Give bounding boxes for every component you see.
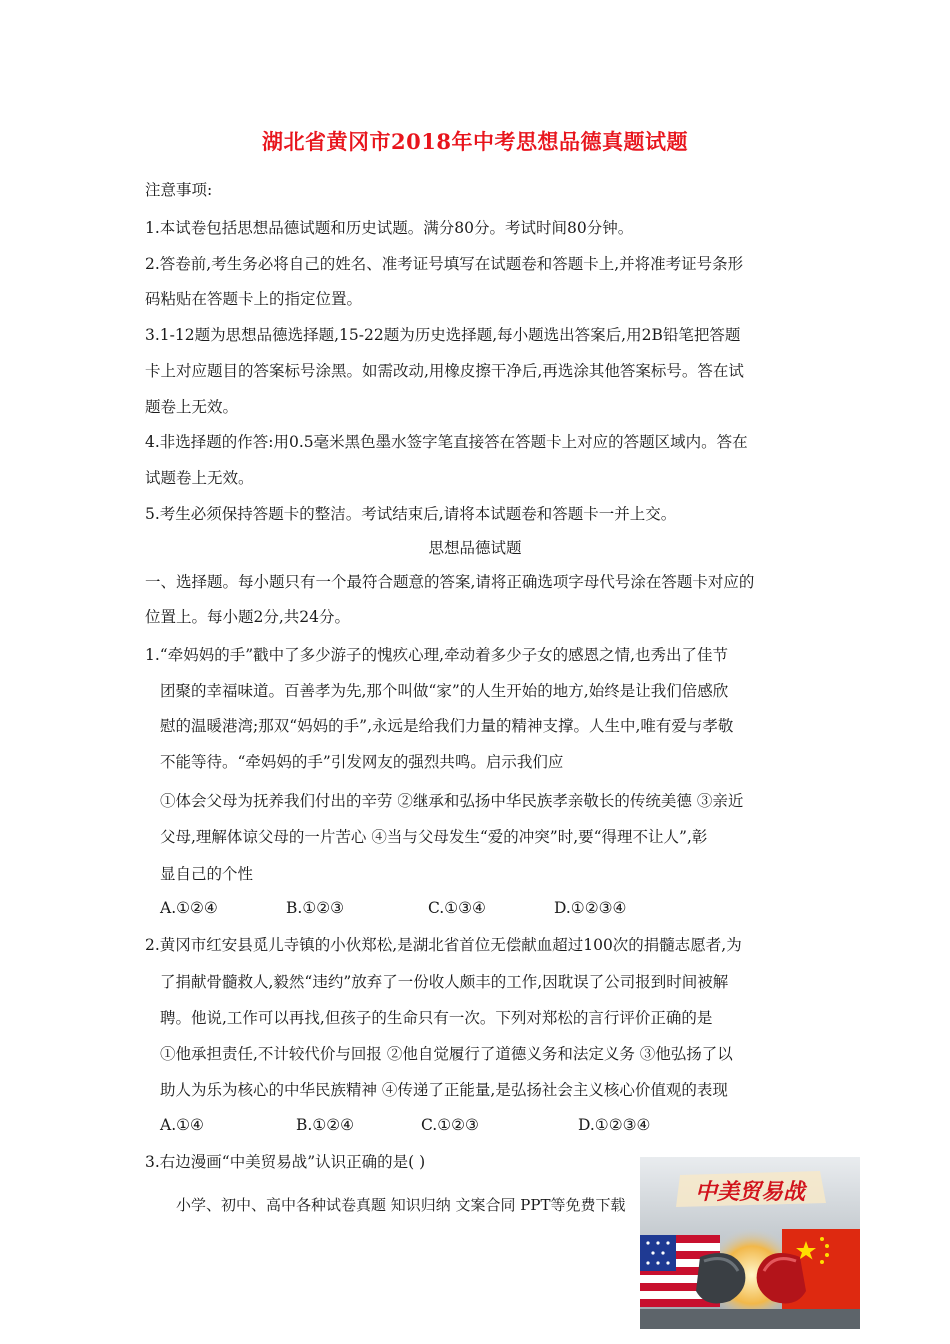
q1-choices-1: ①体会父母为抚养我们付出的辛劳 ②继承和弘扬中华民族孝亲敬长的传统美德 ③亲近 <box>160 792 744 810</box>
notice-item-2: 2.答卷前,考生务必将自己的姓名、准考证号填写在试题卷和答题卡上,并将准考证号条形 <box>145 255 744 273</box>
part-one-heading: 一、选择题。每小题只有一个最符合题意的答案,请将正确选项字母代号涂在答题卡对应的 <box>145 573 755 591</box>
notice-item-2-cont: 码粘贴在答题卡上的指定位置。 <box>145 290 363 308</box>
notice-item-4-cont: 试题卷上无效。 <box>145 469 254 487</box>
footer-text: 小学、初中、高中各种试卷真题 知识归纳 文案合同 PPT等免费下载 <box>176 1196 626 1214</box>
q1-choices-3: 显自己的个性 <box>160 865 254 883</box>
q1-option-d: D.①②③④ <box>554 899 627 917</box>
exam-title: 湖北省黄冈市2018年中考思想品德真题试题 <box>262 129 688 154</box>
notice-heading: 注意事项: <box>145 181 213 199</box>
q2-option-c: C.①②③ <box>421 1116 479 1134</box>
part-one-heading-cont: 位置上。每小题2分,共24分。 <box>145 608 351 626</box>
q1-stem-4: 不能等待。“牵妈妈的手”引发网友的强烈共鸣。启示我们应 <box>160 753 564 771</box>
q2-option-a: A.①④ <box>160 1116 204 1134</box>
section-title: 思想品德试题 <box>428 539 522 557</box>
cartoon-illustration <box>640 1157 860 1329</box>
notice-item-5: 5.考生必须保持答题卡的整洁。考试结束后,请将本试题卷和答题卡一并上交。 <box>145 505 677 523</box>
notice-item-1: 1.本试卷包括思想品德试题和历史试题。满分80分。考试时间80分钟。 <box>145 219 634 237</box>
q2-choices-2: 助人为乐为核心的中华民族精神 ④传递了正能量,是弘扬社会主义核心价值观的表现 <box>160 1081 728 1099</box>
notice-item-3-cont: 卡上对应题目的答案标号涂黑。如需改动,用橡皮擦干净后,再选涂其他答案标号。答在试 <box>145 362 744 380</box>
q1-option-a: A.①②④ <box>160 899 218 917</box>
q2-option-b: B.①②④ <box>296 1116 355 1134</box>
q1-option-b: B.①②③ <box>286 899 345 917</box>
notice-item-3: 3.1-12题为思想品德选择题,15-22题为历史选择题,每小题选出答案后,用2B铅笔把答题 <box>145 326 741 344</box>
q1-stem-1: 1.“牵妈妈的手”戳中了多少游子的愧疚心理,牵动着多少子女的感恩之情,也秀出了佳节 <box>145 646 728 664</box>
notice-item-4: 4.非选择题的作答:用0.5毫米黑色墨水签字笔直接答在答题卡上对应的答题区域内。答在 <box>145 433 748 451</box>
q2-stem-2: 了捐献骨髓救人,毅然“违约”放弃了一份收人颇丰的工作,因耽误了公司报到时间被解 <box>160 973 729 991</box>
q3-stem: 3.右边漫画“中美贸易战”认识正确的是( ) <box>145 1153 426 1171</box>
q2-stem-3: 聘。他说,工作可以再找,但孩子的生命只有一次。下列对郑松的言行评价正确的是 <box>160 1009 713 1027</box>
q2-option-d: D.①②③④ <box>578 1116 651 1134</box>
q2-choices-1: ①他承担责任,不计较代价与回报 ②他自觉履行了道德义务和法定义务 ③他弘扬了以 <box>160 1045 733 1063</box>
q1-option-c: C.①③④ <box>428 899 486 917</box>
q1-choices-2: 父母,理解体谅父母的一片苦心 ④当与父母发生“爱的冲突”时,要“得理不让人”,彰 <box>160 828 708 846</box>
trade-war-cartoon <box>640 1157 860 1329</box>
q1-stem-2: 团聚的幸福味道。百善孝为先,那个叫做“家”的人生开始的地方,始终是让我们倍感欣 <box>160 682 729 700</box>
q2-stem-1: 2.黄冈市红安县觅儿寺镇的小伙郑松,是湖北省首位无偿献血超过100次的捐髓志愿者,为 <box>145 936 742 954</box>
cartoon-caption: 中美贸易战 <box>694 1179 806 1205</box>
notice-item-3-cont2: 题卷上无效。 <box>145 398 239 416</box>
q1-stem-3: 慰的温暖港湾;那双“妈妈的手”,永远是给我们力量的精神支撑。人生中,唯有爱与孝敬 <box>160 717 734 735</box>
